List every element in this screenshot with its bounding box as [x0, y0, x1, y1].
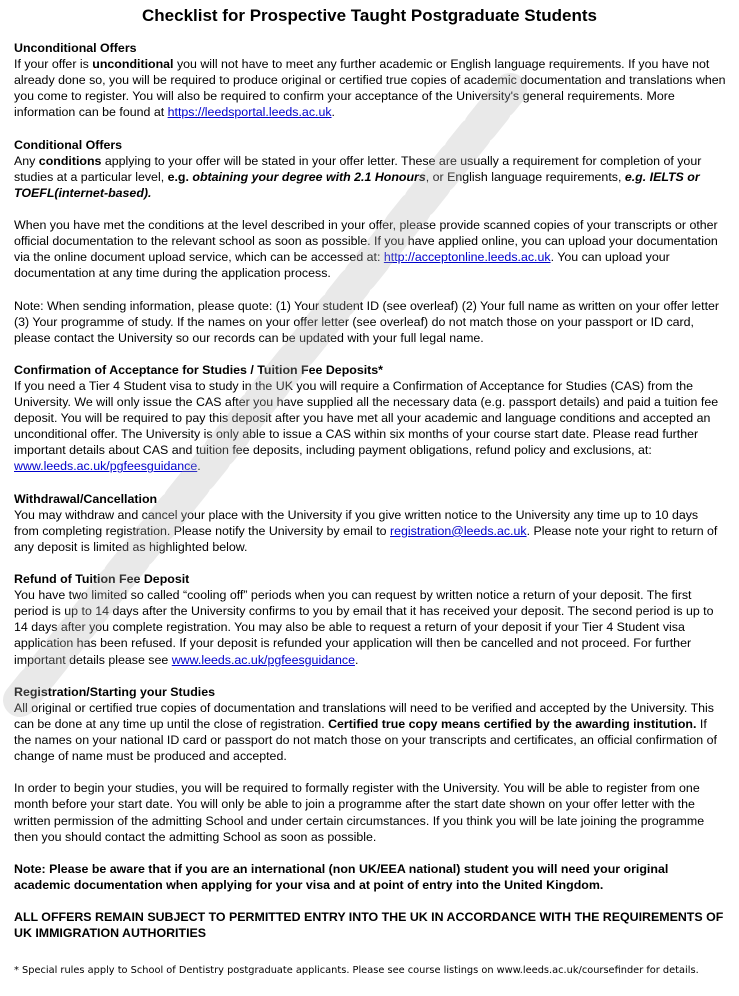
- page-title: Checklist for Prospective Taught Postgraduate Students: [142, 6, 597, 25]
- acceptonline-link[interactable]: http://acceptonline.leeds.ac.uk: [383, 250, 551, 265]
- heading-registration: Registration/Starting your Studies: [14, 684, 216, 699]
- paragraph-cas: If you need a Tier 4 Student visa to study in the UK you will require a Confirmation of Acceptance for Studies (CAS) from the University. We will only issue the CAS after you have supplied all the necessary data (e.g. passport details) and paid a tuition fee deposit. You will be required to pay this deposit after you have met all your academic and language conditions and accepted an unconditional offer. The University is only able to issue a CAS within six months of your course start date. Please read further important details about CAS and tuition fee deposits, including payment obligations, refund policy and exclusions, at: www.leeds.ac.uk/pgfeesguidance.: [14, 378, 719, 474]
- heading-conditional-offers: Conditional Offers: [14, 137, 123, 152]
- heading-cas: Confirmation of Acceptance for Studies / Tuition Fee Deposits*: [14, 362, 384, 377]
- paragraph-conditional: Any conditions applying to your offer will be stated in your offer letter. These are usually a requirement for completion of your studies at a particular level, e.g. obtaining your degree with 2.1 Honours, or English language requirements, e.g. IELTS or TOEFL(internet-based).: [14, 153, 702, 200]
- pgfeesguidance-link[interactable]: www.leeds.ac.uk/pgfeesguidance: [14, 459, 198, 474]
- heading-withdrawal: Withdrawal/Cancellation: [14, 491, 158, 506]
- paragraph-registration: All original or certified true copies of documentation and translations will need to be verified and accepted by the University. This can be done at any time up until the close of registration. Certified true copy means certified by the awarding institution. If the names on your national ID card or passport do not match those on your transcripts and certificates, an official confirmation of change of name must be produced and accepted.: [14, 700, 717, 764]
- leedsportal-link[interactable]: https://leedsportal.leeds.ac.uk: [167, 105, 332, 120]
- immigration-notice: ALL OFFERS REMAIN SUBJECT TO PERMITTED ENTRY INTO THE UK IN ACCORDANCE WITH THE REQUIREMENTS OF UK IMMIGRATION AUTHORITIES: [14, 910, 724, 941]
- paragraph-unconditional: If your offer is unconditional you will not have to meet any further academic or English language requirements. If you have not already done so, you will be required to produce original or certified true copies of academic documentation and translations when you come to register. You will also be required to confirm your acceptance of the University's general requirements. More information can be found at https://leedsportal.leeds.ac.uk.: [14, 57, 726, 120]
- paragraph-registration-begin: In order to begin your studies, you will be required to formally register with the University. You will be able to register from one month before your start date. You will only be able to join a programme after the start date shown on your offer letter with the written permission of the admitting School and under certain circumstances. If you think you will be late joining the programme then you should contact the admitting School as soon as possible.: [14, 781, 705, 844]
- heading-unconditional-offers: Unconditional Offers: [14, 41, 137, 55]
- paragraph-conditional-upload: When you have met the conditions at the level described in your offer, please provide scanned copies of your transcripts or other official documentation to the relevant school as soon as possible. If you have applied online, you can upload your documentation via the online document upload service, which can be accessed at: http://acceptonline.leeds.ac.uk. You can upload your documentation at any time during the application process.: [14, 218, 718, 281]
- paragraph-conditional-note: Note: When sending information, please quote: (1) Your student ID (see overleaf) (2) Your full name as written on your offer letter (3) Your programme of study. If the names on your offer letter (see overleaf) do not match those on your passport or ID card, please contact the University so our records can be updated with your full legal name.: [14, 298, 720, 345]
- paragraph-withdrawal: You may withdraw and cancel your place with the University if you give written notice to the University any time up to 10 days from completing registration. Please notify the University by email to registration@leeds.ac.uk. Please note your right to return of any deposit is limited as highlighted below.: [14, 507, 718, 554]
- international-student-note: Note: Please be aware that if you are an international (non UK/EEA national) student you will need your original academic documentation when applying for your visa and at point of entry into the United Kingdom.: [14, 861, 669, 892]
- heading-refund: Refund of Tuition Fee Deposit: [14, 572, 190, 587]
- document-body: [14, 40, 726, 941]
- registration-email-link[interactable]: registration@leeds.ac.uk: [390, 523, 527, 538]
- paragraph-refund: You have two limited so called “cooling off” periods when you can request by written notice a return of your deposit. The first period is up to 14 days after the University confirms to you by email that it has received your deposit. The second period is up to 14 days after you complete registration. You may also be able to request a return of your deposit if your Tier 4 Student visa application has been refused. If your deposit is refunded your application will then be cancelled and not proceed. For further important details please see www.leeds.ac.uk/pgfeesguidance.: [14, 588, 714, 667]
- pgfeesguidance-link-2[interactable]: www.leeds.ac.uk/pgfeesguidance: [171, 652, 355, 667]
- footnote: * Special rules apply to School of Dentistry postgraduate applicants. Please see course listings on www.leeds.ac.uk/coursefinder for details.: [14, 965, 699, 976]
